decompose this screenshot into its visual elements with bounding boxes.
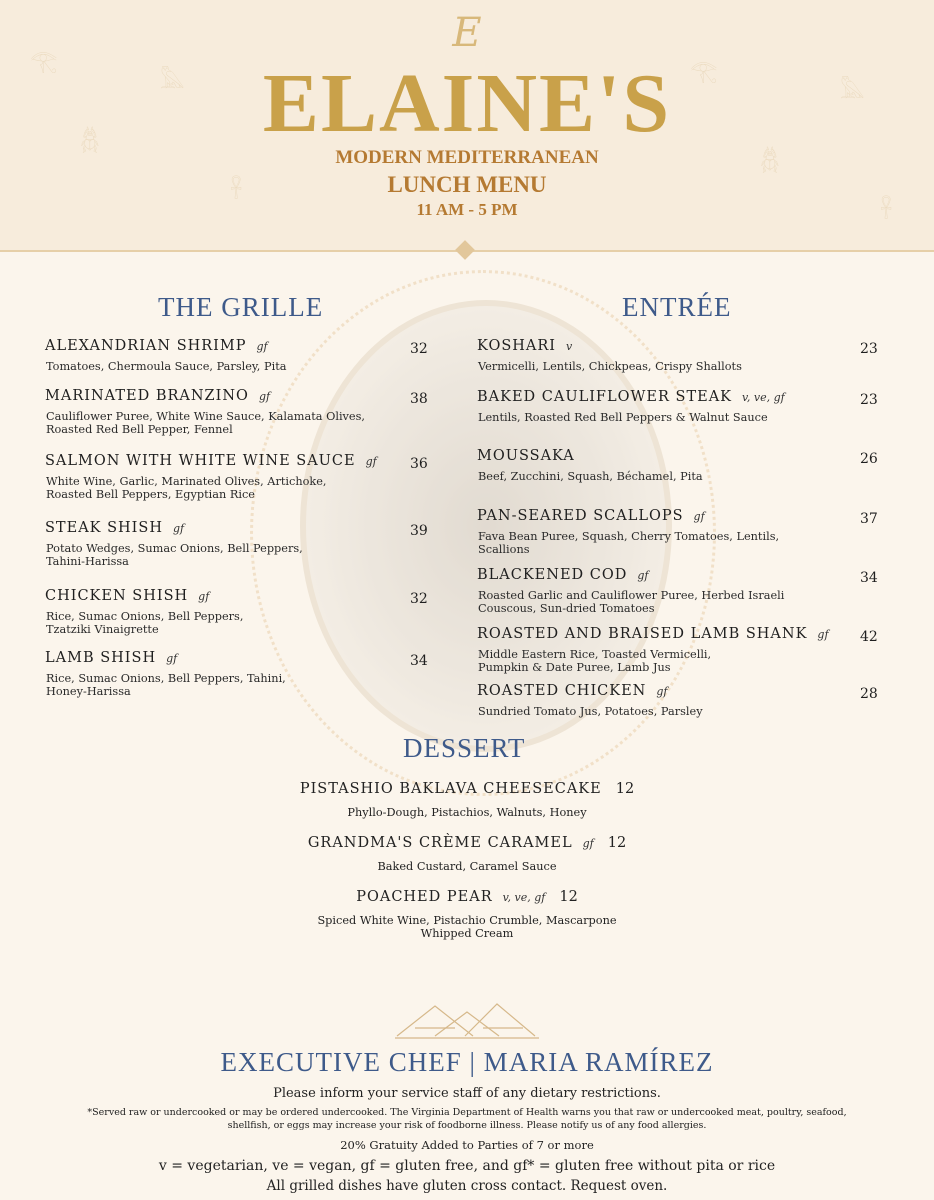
cuisine-label: MODERN MEDITERRANEAN <box>335 147 599 168</box>
menu-item-name <box>477 508 705 524</box>
menu-item-description: Cauliflower Puree, White Wine Sauce, Kalamata Olives, <box>46 410 366 423</box>
dietary-tag: gf <box>817 628 829 641</box>
food-safety-warning: *Served raw or undercooked or may be ordered undercooked. The Virginia Department of Health warns you that raw or undercooked meat, poultry, seafood, shellfish, or eggs may increase your risk of foodborne illness. Please notify us of any food allergies. <box>87 1107 847 1131</box>
restaurant-logo: ELAINE'S <box>262 57 672 150</box>
menu-item-description: White Wine, Garlic, Marinated Olives, Artichoke, <box>46 475 327 488</box>
dietary-tag: gf <box>693 510 705 523</box>
menu-item-name <box>45 338 268 354</box>
section-title-grille: THE GRILLE <box>158 292 324 322</box>
menu-item-description: Tomatoes, Chermoula Sauce, Parsley, Pita <box>46 360 287 373</box>
menu-item-price: 28 <box>860 686 878 702</box>
dessert-item-description: Baked Custard, Caramel Sauce <box>377 860 557 873</box>
hieroglyph-icon: 𓋹 <box>230 179 243 204</box>
dietary-tag: gf <box>173 522 185 535</box>
dessert-item-description: Spiced White Wine, Pistachio Crumble, Mascarpone <box>317 914 617 927</box>
hieroglyph-icon: 𓂀 <box>690 59 718 84</box>
item-title: KOSHARI <box>477 338 557 354</box>
dietary-tag: gf <box>656 685 668 698</box>
item-title: SALMON WITH WHITE WINE SAUCE <box>45 453 356 469</box>
dessert-item-price: 12 <box>559 889 578 905</box>
menu-item-price: 39 <box>410 523 428 539</box>
dietary-tag: gf <box>258 390 271 403</box>
menu-item-name <box>45 388 270 404</box>
menu-item-price: 23 <box>860 392 878 408</box>
item-title: BLACKENED COD <box>477 567 628 583</box>
hieroglyph-icon: 𓆣 <box>80 129 100 154</box>
menu-item-name <box>477 683 668 699</box>
hieroglyph-icon: 𓂀 <box>30 49 58 74</box>
menu-item-description: Couscous, Sun-dried Tomatoes <box>478 602 655 615</box>
dessert-item-name <box>0 835 934 851</box>
dietary-tag: v, ve, gf <box>742 391 785 404</box>
item-title: ROASTED AND BRAISED LAMB SHANK <box>477 626 808 642</box>
item-title: BAKED CAULIFLOWER STEAK <box>477 389 733 405</box>
dietary-tag: gf <box>198 590 210 603</box>
menu-item-name <box>45 453 377 469</box>
item-title: POACHED PEAR <box>356 889 493 905</box>
menu-item-description: Rice, Sumac Onions, Bell Peppers, Tahini, <box>46 672 286 685</box>
logo-monogram: E <box>452 10 482 56</box>
hieroglyph-icon: 𓅓 <box>160 69 185 94</box>
dessert-item-description: Phyllo-Dough, Pistachios, Walnuts, Honey <box>347 806 587 819</box>
menu-item-description: Lentils, Roasted Red Bell Peppers & Walnut Sauce <box>478 411 768 424</box>
dietary-tag: gf <box>256 340 268 353</box>
menu-item-description: Roasted Red Bell Pepper, Fennel <box>46 423 233 436</box>
dessert-item-price: 12 <box>615 781 635 797</box>
dietary-tag: gf <box>582 837 594 850</box>
menu-item-name <box>477 567 649 583</box>
item-title: MOUSSAKA <box>477 448 575 464</box>
dietary-note: Please inform your service staff of any dietary restrictions. <box>273 1086 661 1101</box>
menu-item-description: Potato Wedges, Sumac Onions, Bell Peppers, <box>46 542 303 555</box>
menu-item-description: Scallions <box>478 543 530 556</box>
menu-item-price: 42 <box>860 629 878 645</box>
dietary-tag: v <box>566 340 573 353</box>
item-title: STEAK SHISH <box>45 520 163 536</box>
menu-item-description: Pumpkin & Date Puree, Lamb Jus <box>478 661 671 674</box>
menu-item-price: 37 <box>860 511 878 527</box>
menu-item-description: Rice, Sumac Onions, Bell Peppers, <box>46 610 244 623</box>
menu-name: LUNCH MENU <box>387 172 547 197</box>
menu-hours: 11 AM - 5 PM <box>416 200 518 219</box>
gratuity-note: 20% Gratuity Added to Parties of 7 or more <box>340 1138 594 1152</box>
item-title: ALEXANDRIAN SHRIMP <box>45 338 247 354</box>
menu-item-description: Middle Eastern Rice, Toasted Vermicelli, <box>478 648 712 661</box>
section-title-entree: ENTRÉE <box>622 292 732 322</box>
executive-chef: EXECUTIVE CHEF | MARIA RAMÍREZ <box>220 1047 714 1077</box>
menu-item-name <box>45 520 184 536</box>
menu-item-price: 36 <box>410 456 428 472</box>
section-title-dessert: DESSERT <box>403 733 526 763</box>
item-title: PAN-SEARED SCALLOPS <box>477 508 684 524</box>
hieroglyph-icon: 𓋹 <box>880 199 893 224</box>
dietary-legend: v = vegetarian, ve = vegan, gf = gluten free, and gf* = gluten free without pita or rice <box>158 1158 776 1174</box>
menu-item-price: 34 <box>410 653 428 669</box>
hieroglyph-icon: 𓅓 <box>840 79 865 104</box>
menu-item-name <box>477 389 785 405</box>
menu-item-description: Roasted Bell Peppers, Egyptian Rice <box>46 488 255 501</box>
menu-item-description: Vermicelli, Lentils, Chickpeas, Crispy Shallots <box>478 360 742 373</box>
item-title: ROASTED CHICKEN <box>477 683 647 699</box>
dessert-item-description: Whipped Cream <box>420 927 514 940</box>
menu-item-name <box>477 448 575 464</box>
menu-item-description: Tahini-Harissa <box>46 555 129 568</box>
item-title: CHICKEN SHISH <box>45 588 189 604</box>
dietary-tag: gf <box>637 569 649 582</box>
menu-item-description: Sundried Tomato Jus, Potatoes, Parsley <box>478 705 703 718</box>
dessert-item-price: 12 <box>607 835 627 851</box>
menu-item-price: 32 <box>410 591 428 607</box>
pyramids-icon <box>395 998 539 1040</box>
menu-item-description: Fava Bean Puree, Squash, Cherry Tomatoes, Lentils, <box>478 530 780 543</box>
item-title: GRANDMA'S CRÈME CARAMEL <box>307 835 573 851</box>
menu-item-price: 32 <box>410 341 428 357</box>
dessert-item-name <box>0 781 934 797</box>
dietary-tag: gf <box>166 652 178 665</box>
dietary-tag: gf <box>365 455 377 468</box>
menu-item-description: Honey-Harissa <box>46 685 131 698</box>
menu-item-description: Roasted Garlic and Cauliflower Puree, Herbed Israeli <box>478 589 785 602</box>
dietary-tag: v, ve, gf <box>502 891 546 904</box>
menu-item-price: 26 <box>860 451 878 467</box>
menu-item-description: Tzatziki Vinaigrette <box>46 623 159 636</box>
item-title: LAMB SHISH <box>45 650 157 666</box>
menu-item-price: 23 <box>860 341 878 357</box>
menu-item-price: 38 <box>410 391 428 407</box>
item-title: PISTASHIO BAKLAVA CHEESECAKE <box>299 781 602 797</box>
menu-item-price: 34 <box>860 570 878 586</box>
item-title: MARINATED BRANZINO <box>45 388 249 404</box>
menu-item-name <box>477 626 829 642</box>
cross-contact-note: All grilled dishes have gluten cross contact. Request oven. <box>266 1178 668 1194</box>
menu-item-name <box>45 650 177 666</box>
dessert-item-name <box>0 889 934 905</box>
menu-item-name <box>45 588 209 604</box>
hieroglyph-icon: 𓆣 <box>760 149 780 174</box>
menu-item-description: Beef, Zucchini, Squash, Béchamel, Pita <box>478 470 703 483</box>
menu-item-name <box>477 338 572 354</box>
